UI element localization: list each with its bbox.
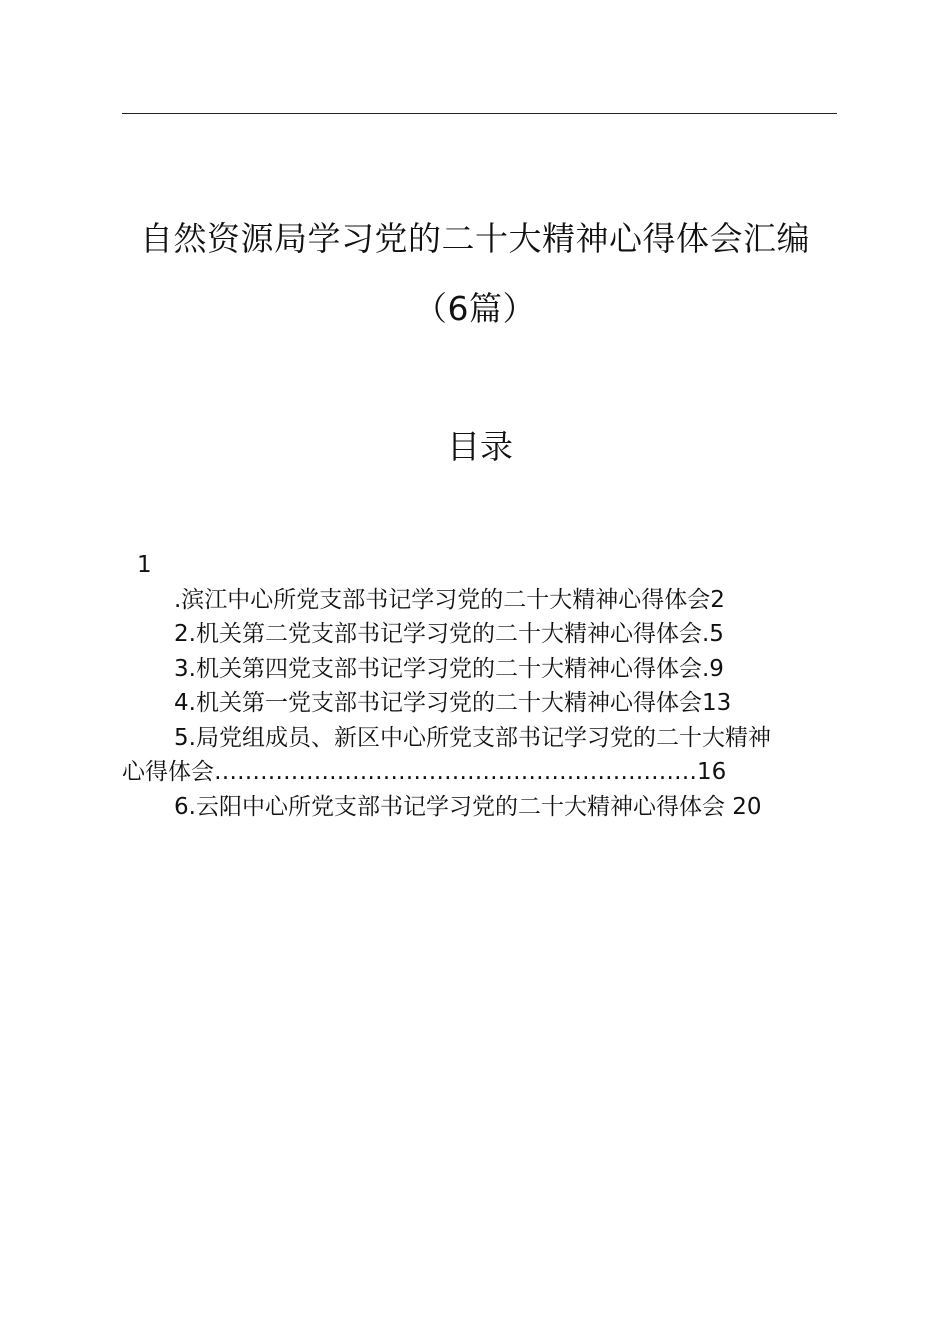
toc-item[interactable]: .滨江中心所党支部书记学习党的二十大精神心得体会2	[174, 586, 725, 613]
header-rule	[122, 113, 837, 114]
toc-item[interactable]: 2.机关第二党支部书记学习党的二十大精神心得体会.5	[174, 621, 724, 647]
table-of-contents	[122, 548, 842, 824]
document-title-count: （6篇）	[414, 289, 536, 328]
toc-item[interactable]: 6.云阳中心所党支部书记学习党的二十大精神心得体会 20	[174, 793, 762, 820]
document-title: 自然资源局学习党的二十大精神心得体会汇编	[140, 219, 810, 258]
toc-heading: 目录	[447, 427, 513, 466]
toc-item[interactable]: 5.局党组成员、新区中心所党支部书记学习党的二十大精神	[174, 724, 771, 751]
toc-item[interactable]: 4.机关第一党支部书记学习党的二十大精神心得体会13	[174, 690, 732, 716]
toc-item[interactable]: 3.机关第四党支部书记学习党的二十大精神心得体会.9	[174, 655, 724, 682]
toc-item-continuation[interactable]: 心得体会………………………………………………………16	[122, 759, 727, 785]
toc-item-number: 1	[137, 552, 152, 578]
